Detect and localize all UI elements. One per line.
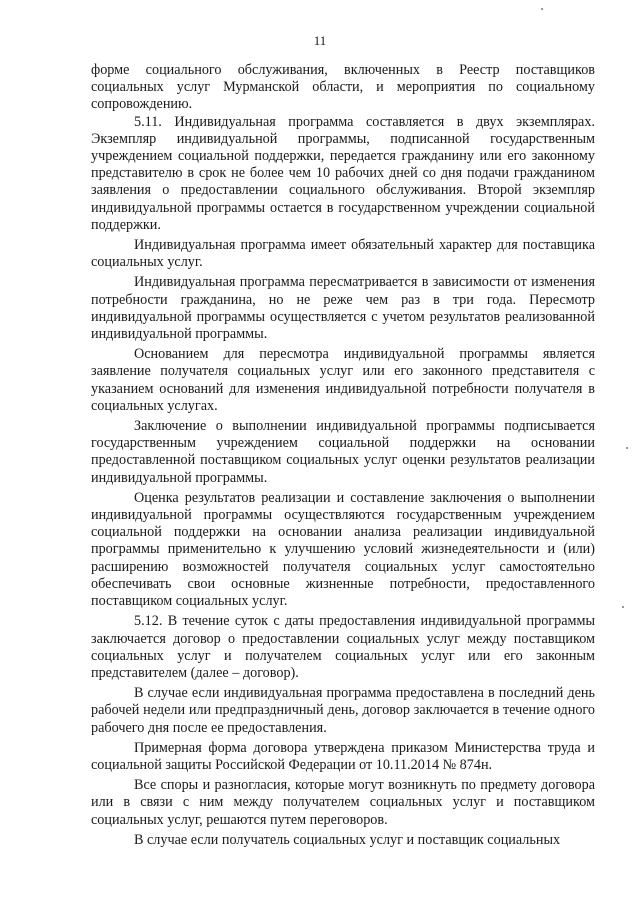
scan-speck bbox=[622, 606, 624, 608]
paragraph-5-11: 5.11. Индивидуальная программа составляется в двух экземплярах. Экземпляр индивидуальной программы, подписанной государственным учреждением социальной поддержки, передается гражданину или его законному представителю в срок не более чем 10 рабочих дней со дня подачи гражданином заявления о предоставлении социального обслуживания. Второй экземпляр индивидуальной программы остается в государственном учреждении социальной поддержки. bbox=[91, 113, 595, 233]
paragraph-results-assessment: Оценка результатов реализации и составление заключения о выполнении индивидуальной программы осуществляются государственным учреждением социальной поддержки на основании анализа реализации индивидуальной программы применительно к улучшению условий жизнедеятельности и (или) расширению возможностей получателя социальных услуг самостоятельно обеспечивать свои основные жизненные потребности, предоставленного поставщиком социальных услуг. bbox=[91, 489, 595, 610]
paragraph-contract-form: Примерная форма договора утверждена приказом Министерства труда и социальной защиты Российской Федерации от 10.11.2014 № 874н. bbox=[91, 739, 595, 773]
scan-speck bbox=[626, 447, 628, 449]
paragraph-program-revision: Индивидуальная программа пересматривается в зависимости от изменения потребности гражданина, но не реже чем раз в три года. Пересмотр индивидуальной программы осуществляется с учетом результатов реализованной индивидуальной программы. bbox=[91, 274, 595, 343]
scan-speck bbox=[541, 8, 543, 10]
paragraph-conclusion-signing: Заключение о выполнении индивидуальной программы подписывается государственным учреждением социальной поддержки на основании предоставленной поставщиком социальных услуг оценки результатов реализации индивидуальной программы. bbox=[91, 418, 595, 486]
paragraph-5-12: 5.12. В течение суток с даты предоставления индивидуальной программы заключается договор о предоставлении социальных услуг между поставщиком социальных услуг и получателем социальных услуг или его законным представителем (далее – договор). bbox=[91, 613, 595, 681]
paragraph-program-binding: Индивидуальная программа имеет обязательный характер для поставщика социальных услуг. bbox=[91, 237, 595, 271]
paragraph-social-service-form: форме социального обслуживания, включенных в Реестр поставщиков социальных услуг Мурманской области, и мероприятия по социальному сопровождению. bbox=[91, 62, 595, 113]
paragraph-revision-basis: Основанием для пересмотра индивидуальной программы является заявление получателя социальных услуг или его законного представителя с указанием оснований для изменения индивидуальной потребности получателя в социальных услугах. bbox=[91, 346, 595, 414]
paragraph-disputes: Все споры и разногласия, которые могут возникнуть по предмету договора или в связи с ним между получателем социальных услуг и поставщиком социальных услуг, решаются путем переговоров. bbox=[91, 777, 595, 828]
document-body bbox=[91, 62, 595, 849]
page-number: 11 bbox=[313, 33, 327, 48]
paragraph-trailing: В случае если получатель социальных услуг и поставщик социальных bbox=[134, 831, 561, 848]
paragraph-last-working-day: В случае если индивидуальная программа предоставлена в последний день рабочей недели или предпраздничный день, договор заключается в течение одного рабочего дня после ее предоставления. bbox=[91, 685, 595, 736]
